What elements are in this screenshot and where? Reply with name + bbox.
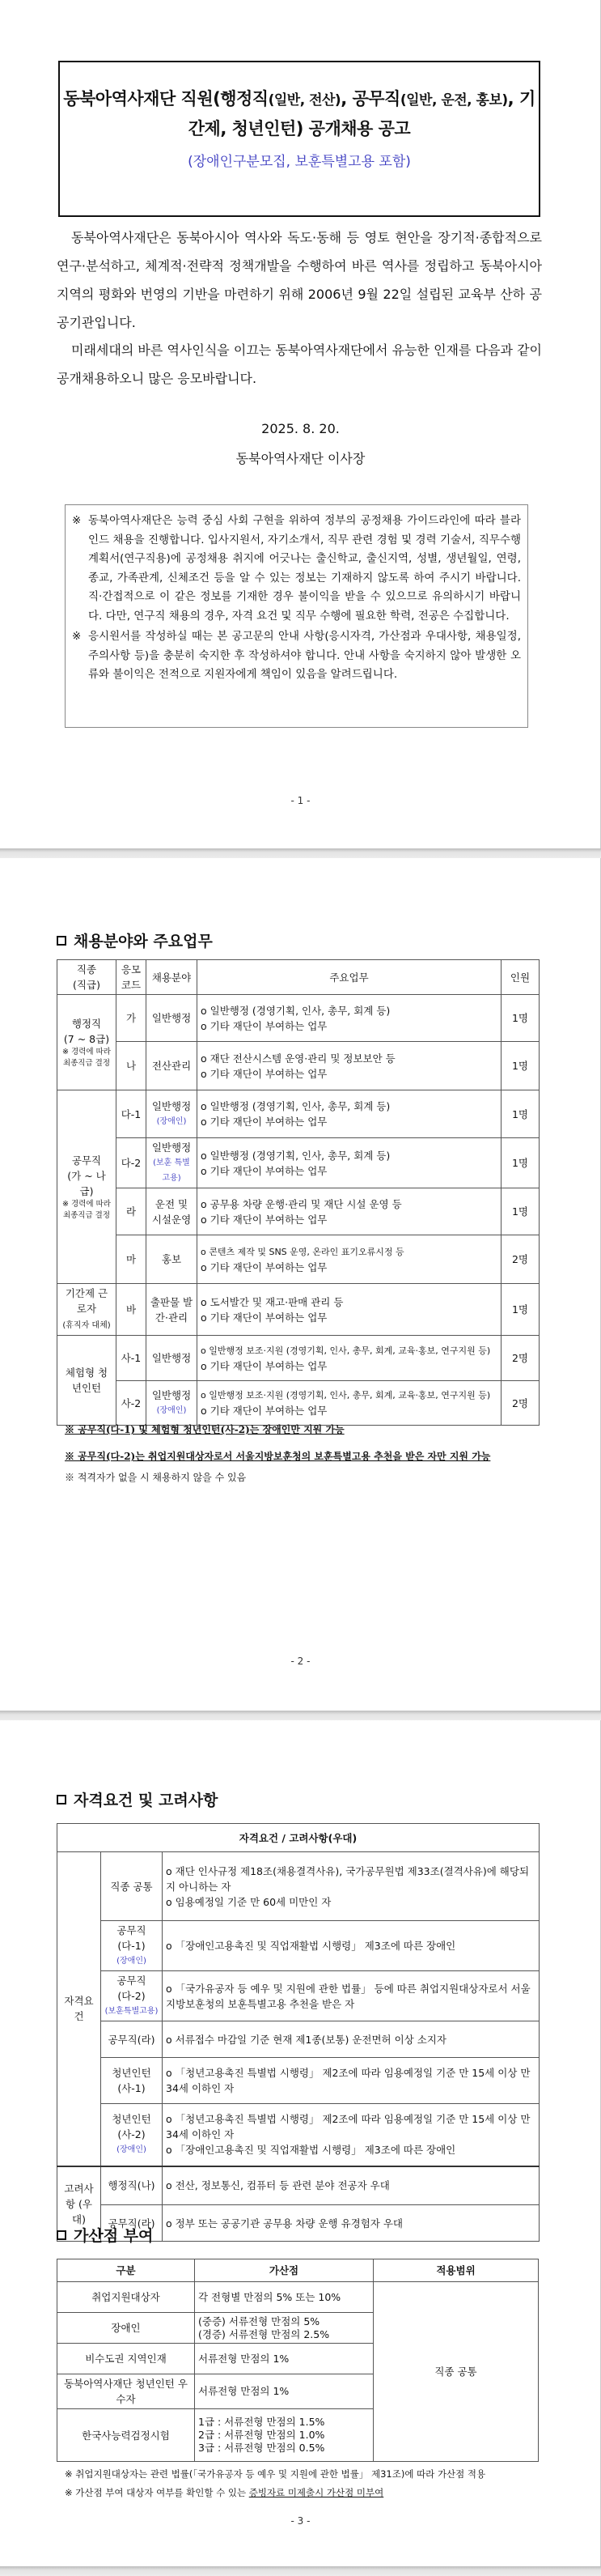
header-cell: 인원 [502,960,540,995]
requirement-item: o 「장애인고용촉진 및 직업재활법 시행령」 제3조에 따른 장애인 [166,1940,456,1952]
points-item: 2급 : 서류전형 만점의 1.0% [198,2429,325,2441]
job-group-cell [57,1336,116,1426]
note: ※ 취업지원대상자는 관련 법률(「국가유공자 등 예우 및 지원에 관한 법률」 제31조)에 따라 가산점 적용 [65,2468,486,2480]
section-heading [57,1788,218,1810]
heading-text: 채용분야와 주요업무 [74,933,213,950]
row-sub: (장애인) [116,1957,146,1966]
field-sub: (장애인) [156,1117,187,1126]
requirements-cell [163,1971,540,2021]
note-underlined: 증빙자료 미제출시 가산점 미부여 [248,2487,384,2498]
field-name: 일반행정 [151,1141,192,1154]
field-cell [146,1188,197,1235]
duties-cell [197,995,502,1042]
field-cell [146,1284,197,1336]
job-group: 공무직 [71,1154,102,1167]
points-cell [195,2313,374,2344]
label-cell [101,1971,163,2021]
code-cell: 사-1 [116,1336,146,1381]
table-row [57,995,540,1042]
note [65,2484,485,2502]
intro-paragraph: 동북아역사재단은 동북아시아 역사와 독도·동해 등 영토 현안을 장기적·종합적으로 연구·분석하고, 체계적·전략적 정책개발을 수행하여 바른 역사를 정립하고 동북아시아 지역의 평화와 번영의 기반을 마련하기 위해 2006년 9월 22일 설립된 교육부 산하 공공기관입니다. [57,230,542,330]
field-cell [146,1381,197,1426]
duties-cell [197,1336,502,1381]
field-cell [146,1042,197,1090]
header-cell: 가산점 [195,2259,374,2282]
note: ※ 공무직(다-2)는 취업지원대상자로서 서울지방보훈청의 보훈특별고용 추천을 받은 자만 지원 가능 [65,1451,491,1462]
count-cell: 1명 [502,995,540,1042]
section-heading [57,2224,153,2246]
header-cell: 적용범위 [374,2259,539,2282]
duty-item: o 일반행정 보조·지원 (경영기획, 인사, 총무, 회계, 교육·홍보, 연구지원 등) [201,1345,491,1356]
field-name: 일반행정 [151,1352,192,1364]
table-row [57,1235,540,1284]
job-group-cell [57,1090,116,1284]
header-cell: 응모 코드 [116,960,146,995]
category-cell: 취업지원대상자 [57,2282,195,2313]
requirement-item: o 「장애인고용촉진 및 직업재활법 시행령」 제3조에 따른 장애인 [166,2144,456,2157]
row-label: 청년인턴(사-1) [112,2067,151,2094]
duty-item: o 도서발간 및 재고·판매 관리 등 [201,1295,344,1308]
requirements-cell [163,2058,540,2104]
table-row [57,1381,540,1426]
preference-item: o 정부 또는 공공기관 공무용 차량 운행 유경험자 우대 [166,2217,404,2230]
points-item: (경증) 서류전형 만점의 2.5% [198,2327,330,2340]
field-name: 일반행정 [151,1389,192,1401]
field-cell [146,1336,197,1381]
requirement-item: o 임용예정일 기준 만 60세 미만인 자 [166,1895,332,1908]
label-cell [101,2058,163,2104]
announce-date: 2025. 8. 20. [261,421,340,436]
duties-cell [197,1138,502,1188]
category-cell: 한국사능력검정시험 [57,2409,195,2462]
table-row [57,2104,540,2166]
notice-item [72,627,521,685]
row-label: 공무직(다-1) [116,1924,146,1952]
job-group: 행정직 [71,1017,102,1030]
category-cell: 비수도권 지역인재 [57,2344,195,2374]
table-row [57,1852,540,1921]
job-grade: (가 ~ 나급) [67,1169,106,1197]
row-label: 직종 공통 [110,1880,153,1893]
title-part: (일반, 전산) [268,92,341,108]
requirements-cell [163,1852,540,1921]
field-name: 운전 및 시설운영 [151,1197,192,1226]
duty-item: o 기타 재단이 부여하는 업무 [201,1116,328,1128]
count-cell: 2명 [502,1235,540,1284]
category-cell: 장애인 [57,2313,195,2344]
page-number: - 2 - [290,1656,311,1667]
field-name: 일반행정 [151,1100,192,1112]
label-cell [101,1852,163,1921]
code-cell: 다-1 [116,1090,146,1138]
page-3 [0,1720,601,2566]
checkbox-bullet-icon [57,1795,66,1804]
table-row [57,2282,539,2313]
job-note: ※ 경력에 따라 최종직급 결정 [62,1047,111,1068]
count-cell: 2명 [502,1381,540,1426]
notes [65,1421,490,1487]
table-row [57,1090,540,1138]
row-label: 공무직(다-2) [116,1975,146,2002]
duty-item: o 콘텐츠 제작 및 SNS 운영, 온라인 표기오류시정 등 [201,1246,404,1257]
points-cell [195,2282,374,2313]
row-label: 공무직(라) [108,2033,155,2046]
page-number: - 3 - [290,2515,311,2527]
label-cell: 공무직(라) [101,2205,163,2242]
points-item: 1급 : 서류전형 만점의 1.5% [198,2416,325,2428]
code-cell: 마 [116,1235,146,1284]
label-cell [101,2104,163,2166]
requirement-item: o 「국가유공자 등 예우 및 지원에 관한 법률」 등에 따른 취업지원대상자로서 서울지방보훈청의 보훈특별고용 추천을 받은 자 [166,1982,531,2010]
table-row [57,1042,540,1090]
invite-paragraph: 미래세대의 바른 역사인식을 이끄는 동북아역사재단에서 유능한 인재를 다음과 같이 공개채용하오니 많은 응모바랍니다. [57,342,542,386]
preference-item: o 전산, 정보통신, 컴퓨터 등 관련 분야 전공자 우대 [166,2179,390,2192]
duty-item: o 일반행정 (경영기획, 인사, 총무, 회계 등) [201,1149,391,1162]
duties-cell [197,1090,502,1138]
page-separator [0,2566,601,2576]
count-cell: 2명 [502,1336,540,1381]
field-cell [146,1235,197,1284]
field-name: 일반행정 [151,1012,192,1024]
label-cell [101,1921,163,1971]
heading-text: 가산점 부여 [74,2227,154,2245]
table-row [57,1188,540,1235]
group-cell: 자격요건 [57,1852,101,2166]
count-cell: 1명 [502,1138,540,1188]
duty-item: o 기타 재단이 부여하는 업무 [201,1164,328,1177]
code-cell: 나 [116,1042,146,1090]
note-text: ※ 가산점 부여 대상자 여부를 확인할 수 있는 [65,2487,247,2498]
preference-cell [163,2205,540,2242]
duty-item: o 기타 재단이 부여하는 업무 [201,1311,328,1324]
label-cell: 행정직(나) [101,2166,163,2205]
job-group-cell [57,1284,116,1336]
field-sub: (보훈 특별고용) [153,1158,190,1183]
header-cell: 주요업무 [197,960,502,995]
job-note: ※ 경력에 따라 최종직급 결정 [62,1199,111,1220]
title-part: , 공무직 [341,89,400,108]
duty-item: o 기타 재단이 부여하는 업무 [201,1067,328,1080]
preference-cell [163,2166,540,2205]
points-item: 서류전형 만점의 1% [198,2352,290,2365]
code-cell: 다-2 [116,1138,146,1188]
page-2 [0,858,601,1711]
points-item: 3급 : 서류전형 만점의 0.5% [198,2442,325,2454]
duty-item: o 재단 전산시스템 운영·관리 및 정보보안 등 [201,1052,396,1065]
heading-text: 자격요건 및 고려사항 [74,1792,218,1809]
header-cell: 직종 (직급) [57,960,116,995]
section-heading [57,929,213,951]
qualifications-table [57,1823,540,2242]
job-group-cell [57,995,116,1090]
field-name: 전산관리 [151,1060,192,1072]
category-cell: 동북아역사재단 청년인턴 우수자 [57,2374,195,2409]
duties-cell [197,1235,502,1284]
duties-cell [197,1381,502,1426]
subtitle: (장애인구분모집, 보훈특별고용 포함) [188,154,411,170]
table-row [57,2166,540,2205]
requirements-cell [163,1921,540,1971]
duty-item: o 공무용 차량 운행·관리 및 재단 시설 운영 등 [201,1197,402,1210]
points-item: 각 전형별 만점의 5% 또는 10% [198,2290,341,2303]
row-sub: (장애인) [116,2145,146,2155]
field-cell [146,995,197,1042]
page-separator [0,848,601,858]
table-row [57,2058,540,2104]
table-row [57,1921,540,1971]
header-cell: 채용분야 [146,960,197,995]
requirement-item: o 「청년고용촉진 특별법 시행령」 제2조에 따라 임용예정일 기준 만 15세 이상 만 34세 이하인 자 [166,2067,531,2094]
duty-item: o 기타 재단이 부여하는 업무 [201,1359,328,1372]
title-part: (일반, 운전, 홍보) [400,92,508,108]
header-cell: 자격요건 / 고려사항(우대) [57,1824,540,1852]
note: ※ 공무직(다-1) 및 체험형 청년인턴(사-2)는 장애인만 지원 가능 [65,1424,345,1435]
points-cell [195,2344,374,2374]
duty-item: o 기타 재단이 부여하는 업무 [201,1019,328,1032]
points-cell [195,2409,374,2462]
count-cell: 1명 [502,1042,540,1090]
field-name: 출판물 발간·관리 [150,1295,193,1324]
checkbox-bullet-icon [57,2230,66,2240]
title-box [58,61,540,217]
label-cell [101,2021,163,2058]
points-item: (중증) 서류전형 만점의 5% [198,2315,320,2327]
job-group: 체험형 청년인턴 [65,1367,108,1394]
duties-cell [197,1042,502,1090]
duties-cell [197,1284,502,1336]
table-row [57,1138,540,1188]
title-part: 동북아역사재단 직원(행정직 [63,89,269,108]
code-cell: 바 [116,1284,146,1336]
page-title [60,85,539,143]
reference-mark: ※ [72,630,82,643]
page-number: - 1 - [290,795,311,806]
field-cell [146,1090,197,1138]
table-row [57,1284,540,1336]
count-cell: 1명 [502,1284,540,1336]
notice-text: 응시원서를 작성하실 때는 본 공고문의 안내 사항(응시자격, 가산점과 우대사항, 채용일정, 주의사항 등)을 충분히 숙지한 후 작성하셔야 합니다. 안내 사항을 숙지하지 않아 발생한 오류와 불이익은 전적으로 지원자에게 책임이 있음을 알려드립니다. [88,630,521,681]
duty-item: o 기타 재단이 부여하는 업무 [201,1405,328,1417]
table-row [57,2021,540,2058]
count-cell: 1명 [502,1090,540,1138]
duty-item: o 기타 재단이 부여하는 업무 [201,1260,328,1273]
job-grade: (휴직자 대체) [62,1321,111,1330]
count-cell: 1명 [502,1188,540,1235]
signer: 동북아역사재단 이사장 [235,451,366,466]
bonus-points-table [57,2259,539,2462]
table-header-row [57,960,540,995]
group-cell: 고려사항 (우대) [57,2166,101,2242]
notice-text: 동북아역사재단은 능력 중심 사회 구현을 위하여 정부의 공정채용 가이드라인에 따라 블라인드 채용을 진행합니다. 입사지원서, 자기소개서, 직무 관련 경험 및 경력 기술서, 직무수행계획서(연구직용)에 공정채용 취지에 어긋나는 출신학교, 출신지역, 성별, 생년월일, 연령, 종교, 가족관계, 신체조건 등을 알 수 있는 정보는 기재하지 않도록 하여 주시기 바랍니다. 직·간접적으로 이 같은 정보를 기재한 경우 불이익을 받을 수 있으므로 유의하시기 바랍니다. 다만, 연구직 채용의 경우, 자격 요건 및 직무 수행에 필요한 학력, 전공은 수집합니다. [88,514,521,623]
code-cell: 라 [116,1188,146,1235]
header-cell: 구분 [57,2259,195,2282]
positions-table [57,959,540,1426]
code-cell: 가 [116,995,146,1042]
page-separator [0,1711,601,1720]
note: ※ 적격자가 없을 시 채용하지 않을 수 있음 [65,1472,247,1483]
job-group: 기간제 근로자 [65,1287,108,1315]
field-name: 홍보 [161,1253,182,1265]
row-sub: (보훈특별고용) [104,2007,159,2016]
duty-item: o 일반행정 (경영기획, 인사, 총무, 회계 등) [201,1100,391,1112]
job-grade: (7 ~ 8급) [63,1032,110,1045]
table-row [57,1971,540,2021]
field-sub: (장애인) [156,1406,187,1415]
requirement-item: o 서류접수 마감일 기준 현재 제1종(보통) 운전면허 이상 소지자 [166,2033,447,2046]
title-part: , 기간제, 청년인턴) 공개채용 공고 [188,89,535,138]
checkbox-bullet-icon [57,936,66,946]
reference-mark: ※ [72,514,82,527]
duty-item: o 일반행정 (경영기획, 인사, 총무, 회계 등) [201,1004,391,1017]
field-cell [146,1138,197,1188]
notes [65,2465,485,2502]
requirements-cell [163,2104,540,2166]
requirements-cell [163,2021,540,2058]
requirement-item: o 재단 인사규정 제18조(채용결격사유), 국가공무원법 제33조(결격사유)에 해당되지 아니하는 자 [166,1864,530,1893]
page-1 [0,0,601,848]
notice-box [65,504,528,728]
scope-cell: 직종 공통 [374,2282,539,2462]
points-cell [195,2374,374,2409]
code-cell: 사-2 [116,1381,146,1426]
duty-item: o 기타 재단이 부여하는 업무 [201,1213,328,1226]
duties-cell [197,1188,502,1235]
notice-item [72,512,521,626]
table-row [57,1336,540,1381]
row-label: 청년인턴(사-2) [112,2113,151,2141]
requirement-item: o 「청년고용촉진 특별법 시행령」 제2조에 따라 임용예정일 기준 만 15세 이상 만 34세 이하인 자 [166,2113,531,2141]
points-item: 서류전형 만점의 1% [198,2385,290,2397]
duty-item: o 일반행정 보조·지원 (경영기획, 인사, 총무, 회계, 교육·홍보, 연구지원 등) [201,1390,491,1401]
